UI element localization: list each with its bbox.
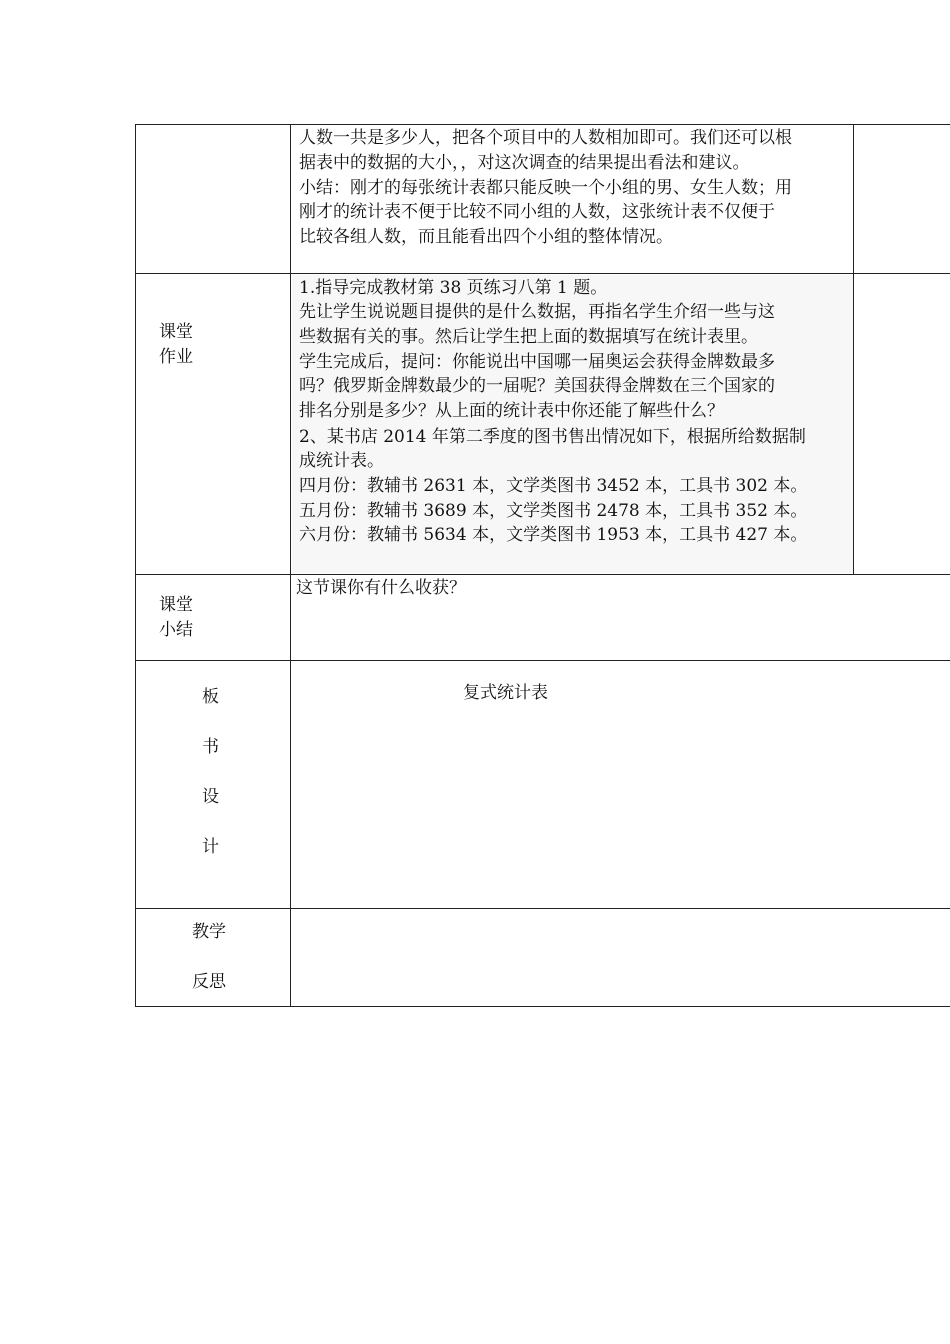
row-label-line: 教学 bbox=[192, 922, 226, 942]
text-line: 据表中的数据的大小，，对这次调查的结果提出看法和建议。 bbox=[299, 153, 750, 173]
text-line: 些数据有关的事。然后让学生把上面的数据填写在统计表里。 bbox=[299, 327, 758, 347]
text-line: 小结：刚才的每张统计表都只能反映一个小组的男、女生人数；用 bbox=[299, 178, 792, 198]
row-label-line: 计 bbox=[202, 837, 219, 857]
table-border-top bbox=[135, 124, 950, 125]
row-label-line: 作业 bbox=[159, 347, 193, 367]
row-divider-4 bbox=[135, 908, 950, 909]
notes-column-divider bbox=[853, 124, 854, 575]
table-border-bottom bbox=[135, 1006, 950, 1007]
summary-question: 这节课你有什么收获？ bbox=[296, 578, 466, 598]
text-line: 成统计表。 bbox=[299, 451, 384, 471]
text-line: 人数一共是多少人，把各个项目中的人数相加即可。我们还可以根 bbox=[299, 128, 792, 148]
text-line: 2、某书店 2014 年第二季度的图书售出情况如下，根据所给数据制 bbox=[299, 427, 806, 447]
text-line: 吗？俄罗斯金牌数最少的一届呢？美国获得金牌数在三个国家的 bbox=[299, 376, 775, 396]
row-label-line: 反思 bbox=[192, 972, 226, 992]
row-divider-3 bbox=[135, 660, 950, 661]
row-label-line: 课堂 bbox=[159, 322, 193, 342]
text-line: 先让学生说说题目提供的是什么数据，再指名学生介绍一些与这 bbox=[299, 302, 775, 322]
text-line: 学生完成后，提问：你能说出中国哪一届奥运会获得金牌数最多 bbox=[299, 352, 775, 372]
text-line: 刚才的统计表不便于比较不同小组的人数，这张统计表不仅便于 bbox=[299, 202, 775, 222]
text-line: 五月份：教辅书 3689 本，文学类图书 2478 本，工具书 352 本。 bbox=[299, 501, 808, 521]
table-border-left bbox=[135, 124, 136, 1007]
row-label-line: 设 bbox=[202, 787, 219, 807]
text-line: 四月份：教辅书 2631 本，文学类图书 3452 本，工具书 302 本。 bbox=[299, 476, 808, 496]
label-column-divider bbox=[290, 124, 291, 1007]
row-label-line: 课堂 bbox=[159, 595, 193, 615]
text-line: 六月份：教辅书 5634 本，文学类图书 1953 本，工具书 427 本。 bbox=[299, 525, 808, 545]
text-line: 排名分别是多少？从上面的统计表中你还能了解些什么？ bbox=[299, 401, 724, 421]
board-design-title: 复式统计表 bbox=[463, 683, 548, 703]
row-label-line: 板 bbox=[202, 687, 219, 707]
row-label-line: 书 bbox=[202, 737, 219, 757]
row-divider-1 bbox=[135, 273, 950, 274]
row-divider-2 bbox=[135, 574, 950, 575]
text-line: 比较各组人数，而且能看出四个小组的整体情况。 bbox=[299, 227, 673, 247]
text-line: 1.指导完成教材第 38 页练习八第 1 题。 bbox=[299, 278, 608, 298]
row-label-line: 小结 bbox=[159, 620, 193, 640]
